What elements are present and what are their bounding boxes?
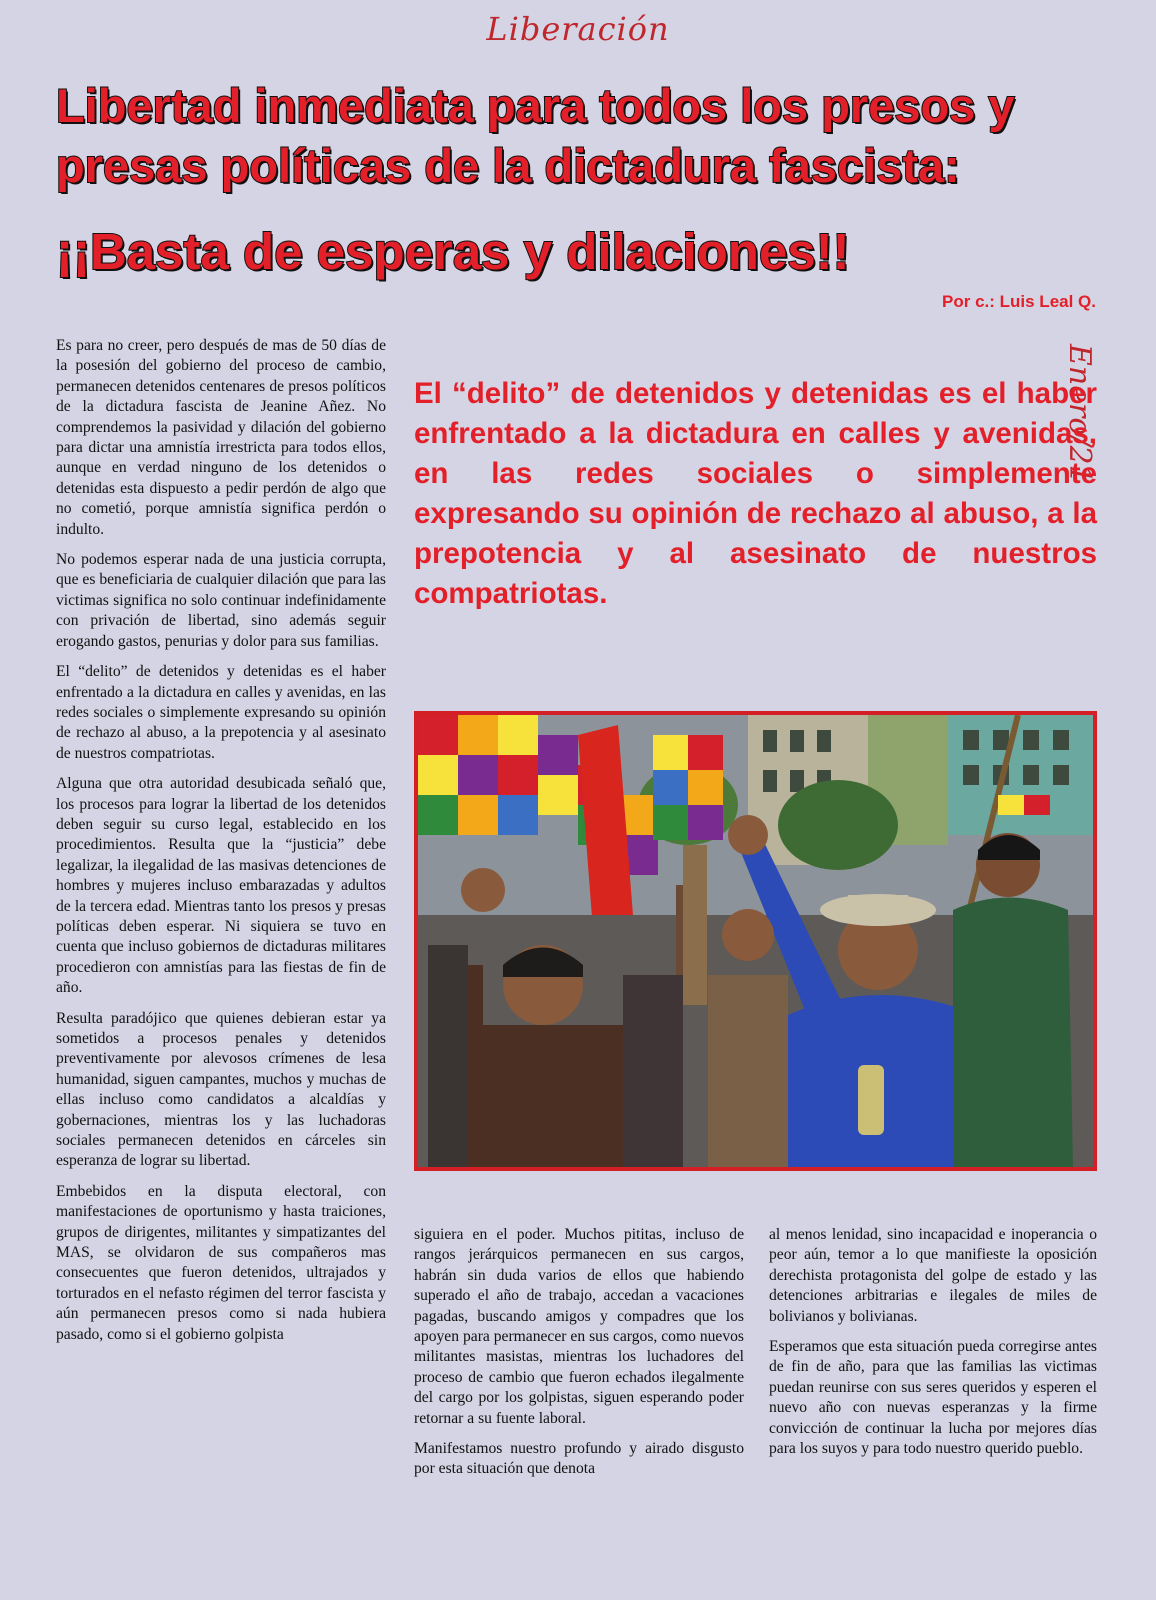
paragraph: Alguna que otra autoridad desubicada señaló que, los procesos para lograr la libertad de los detenidos deben seguir su curso legal, establecido en los procedimientos. Resulta que la “justicia” debe legalizar, la ilegalidad de las masivas detenciones de hombres y mujeres incluso embarazadas y adultos de la tercera edad. Mientras tanto los presos y presas políticas deben esperar. Ni siquiera se tuvo en cuenta que incluso gobiernos de dictaduras militares procedieron con amnistías para las fiestas de fin de año. [56, 775, 386, 997]
paragraph: Embebidos en la disputa electoral, con manifestaciones de oportunismo y hasta traiciones, grupos de dirigentes, militantes y simpatizantes del MAS, se olvidaron de sus compañeros mas consecuentes que fueron detenidos, ultrajados y torturados en el nefasto régimen del terror fascista y aún permanecen presos como si nada hubiera pasado, como si el gobierno golpista [56, 1182, 386, 1343]
paragraph: Es para no creer, pero después de mas de 50 días de la posesión del gobierno del proceso de cambio, permanecen detenidos centenares de presos políticos de la dictadura fascista de Jeanine Añez. No comprendemos la pasividad y dilación del gobierno para dictar una amnistía irrestricta para todos ellos, aunque en verdad ninguno de los detenidos o detenidas esta dispuesto a pedir perdón de algo que no cometió, porque amnistía significa perdón o indulto. [56, 337, 386, 538]
paragraph: Esperamos que esta situación pueda corregirse antes de fin de año, para que las familias las victimas puedan reunirse con sus seres queridos y esperen el nuevo año con nuevas esperanzas y la firme convicción de continuar la lucha por mejores días para los suyos y para todo nuestro querido pueblo. [769, 1338, 1097, 1458]
article-column-2 [414, 1225, 744, 1490]
headline-secondary: ¡¡Basta de esperas y dilaciones!! [56, 223, 850, 280]
paragraph: al menos lenidad, sino incapacidad e inoperancia o peor aún, temor a lo que manifieste la oposición derechista protagonista del golpe de estado y las detenciones arbitrarias e ilegales de miles de bolivianos y bolivianas. [769, 1226, 1097, 1325]
headline-main: Libertad inmediata para todos los presos y presas políticas de la dictadura fascista: [56, 79, 1015, 192]
paragraph: El “delito” de detenidos y detenidas es el haber enfrentado a la dictadura en calles y avenidas, en las redes sociales o simplemente expresando su opinión de rechazo al abuso, a la prepotencia y al asesinato de nuestros compatriotas. [56, 663, 386, 762]
paragraph: Manifestamos nuestro profundo y airado disgusto por esta situación que denota [414, 1440, 744, 1478]
byline: Por c.: Luis Leal Q. [942, 292, 1096, 311]
article-column-1 [56, 336, 386, 1355]
paragraph: No podemos esperar nada de una justicia corrupta, que es beneficiaria de cualquier dilación que para las victimas significa no solo continuar indefinidamente con privación de libertad, sino además seguir erogando gastos, penurias y dolor para sus familias. [56, 551, 386, 650]
publication-title: Liberación [486, 10, 670, 48]
article-column-3 [769, 1225, 1097, 1469]
paragraph: Resulta paradójico que quienes debieran estar ya sometidos a procesos penales y detenidos preventivamente por alevosos crímenes de lesa humanidad, siguen campantes, muchos y muchas de ellas incluso como candidatos a alcaldías y gobernaciones, mientras los y las luchadoras sociales permanecen detenidos en cárceles sin esperanza de lograr su libertad. [56, 1009, 386, 1170]
issue-date: Enero/21 [1062, 344, 1097, 484]
paragraph: siguiera en el poder. Muchos pititas, incluso de rangos jerárquicos permanecen en sus cargos, habrán sin duda varios de ellos que habiendo superado el año de trabajo, accedan a vacaciones pagadas, buscando amigos y compadres que los apoyen para permanecer en sus cargos, como nuevos militantes masistas, mientras los luchadores del proceso de cambio que fueron echados ilegalmente del cargo por los golpistas, siguen esperando poder retornar a su fuente laboral. [414, 1226, 744, 1427]
protest-photo-illustration [418, 715, 1093, 1167]
pull-quote: El “delito” de detenidos y detenidas es el haber enfrentado a la dictadura en calles y avenidas, en las redes sociales o simplemente expresando su opinión de rechazo al abuso, a la prepotencia y al asesinato de nuestros compatriotas. [414, 377, 1097, 610]
protest-photo [414, 711, 1097, 1171]
